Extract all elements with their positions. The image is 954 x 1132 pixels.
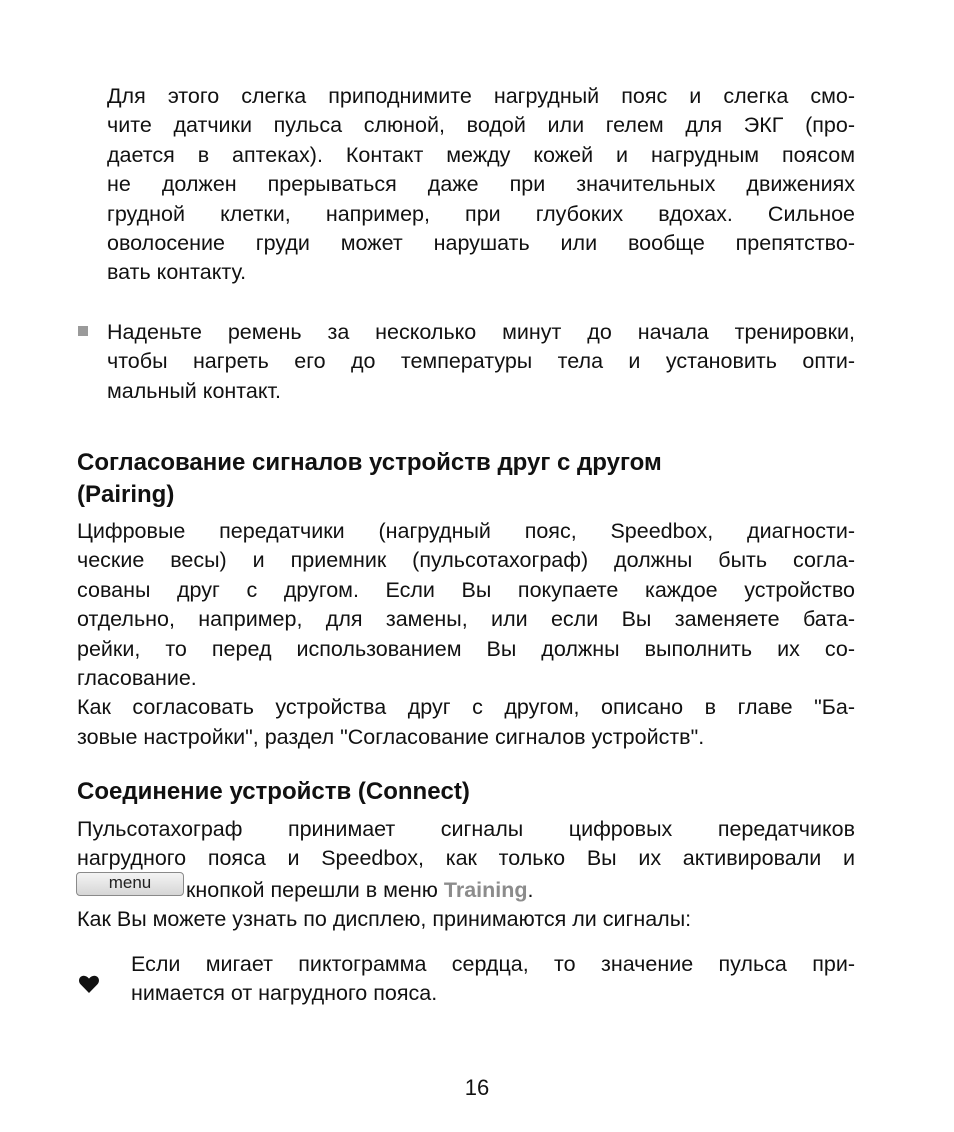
pairing-heading-line: (Pairing) [77, 481, 175, 508]
pairing-reference-line: зовые настройки", раздел "Согласование сигналов устройств". [77, 724, 705, 749]
pairing-line: гласование. [77, 665, 197, 690]
page-number: 16 [464, 1075, 490, 1100]
menu-instruction [186, 876, 533, 905]
connect-body [77, 815, 855, 874]
display-question-line: Как Вы можете узнать по дисплею, принимаются ли сигналы: [77, 907, 692, 931]
menu-instruction-text: кнопкой перешли в меню [186, 878, 444, 902]
heart-icon [78, 973, 100, 995]
pairing-line: Цифровые передатчики (нагрудный пояс, Speedbox, диагности- [77, 519, 855, 543]
heart-item-line: Если мигает пиктограмма сердца, то значение пульса при- [131, 952, 855, 976]
training-menu-name: Training [443, 878, 528, 902]
pairing-heading-line: Согласование сигналов устройств друг с другом [77, 449, 662, 476]
intro-line: не должен прерываться даже при значительных движениях [107, 172, 855, 197]
intro-line: вать контакту. [107, 260, 247, 285]
heart-item-line: нимается от нагрудного пояса. [131, 981, 438, 1006]
pairing-line: ческие весы) и приемник (пульсотахограф) должны быть согла- [77, 548, 855, 573]
intro-line: чите датчики пульса слюной, водой или гелем для ЭКГ (про- [107, 113, 855, 138]
menu-key-icon: menu [76, 872, 184, 896]
square-bullet-icon [78, 326, 88, 336]
pairing-reference-line: Как согласовать устройства друг с другом, описано в главе "Ба- [77, 695, 855, 720]
bullet-item [107, 318, 855, 406]
bullet-line: мальный контакт. [107, 378, 281, 403]
connect-heading: Соединение устройств (Connect) [77, 778, 470, 805]
intro-line: Для этого слегка приподнимите нагрудный пояс и слегка смо- [107, 84, 855, 108]
pairing-line: рейки, то перед использованием Вы должны выполнить их со- [77, 636, 855, 661]
bullet-line: чтобы нагреть его до температуры тела и установить опти- [107, 349, 855, 374]
pairing-line: сованы друг с другом. Если Вы покупаете каждое устройство [77, 577, 855, 602]
intro-line: оволосение груди может нарушать или вообще препятство- [107, 230, 855, 255]
pairing-body [77, 517, 855, 752]
connect-line: Пульсотахограф принимает сигналы цифровых передатчиков [77, 817, 855, 841]
pairing-heading [77, 447, 837, 511]
intro-line: дается в аптеках). Контакт между кожей и нагрудным поясом [107, 142, 855, 167]
bullet-line: Наденьте ремень за несколько минут до начала тренировки, [107, 320, 855, 344]
display-question [77, 905, 855, 934]
intro-line: грудной клетки, например, при глубоких вдохах. Сильное [107, 201, 855, 226]
menu-instruction-end: . [527, 878, 534, 902]
pairing-line: отдельно, например, для замены, или если Вы заменяете бата- [77, 607, 855, 632]
connect-line: нагрудного пояса и Speedbox, как только Вы их активировали и [77, 846, 855, 871]
intro-paragraph [107, 82, 855, 288]
heart-item [131, 950, 855, 1009]
